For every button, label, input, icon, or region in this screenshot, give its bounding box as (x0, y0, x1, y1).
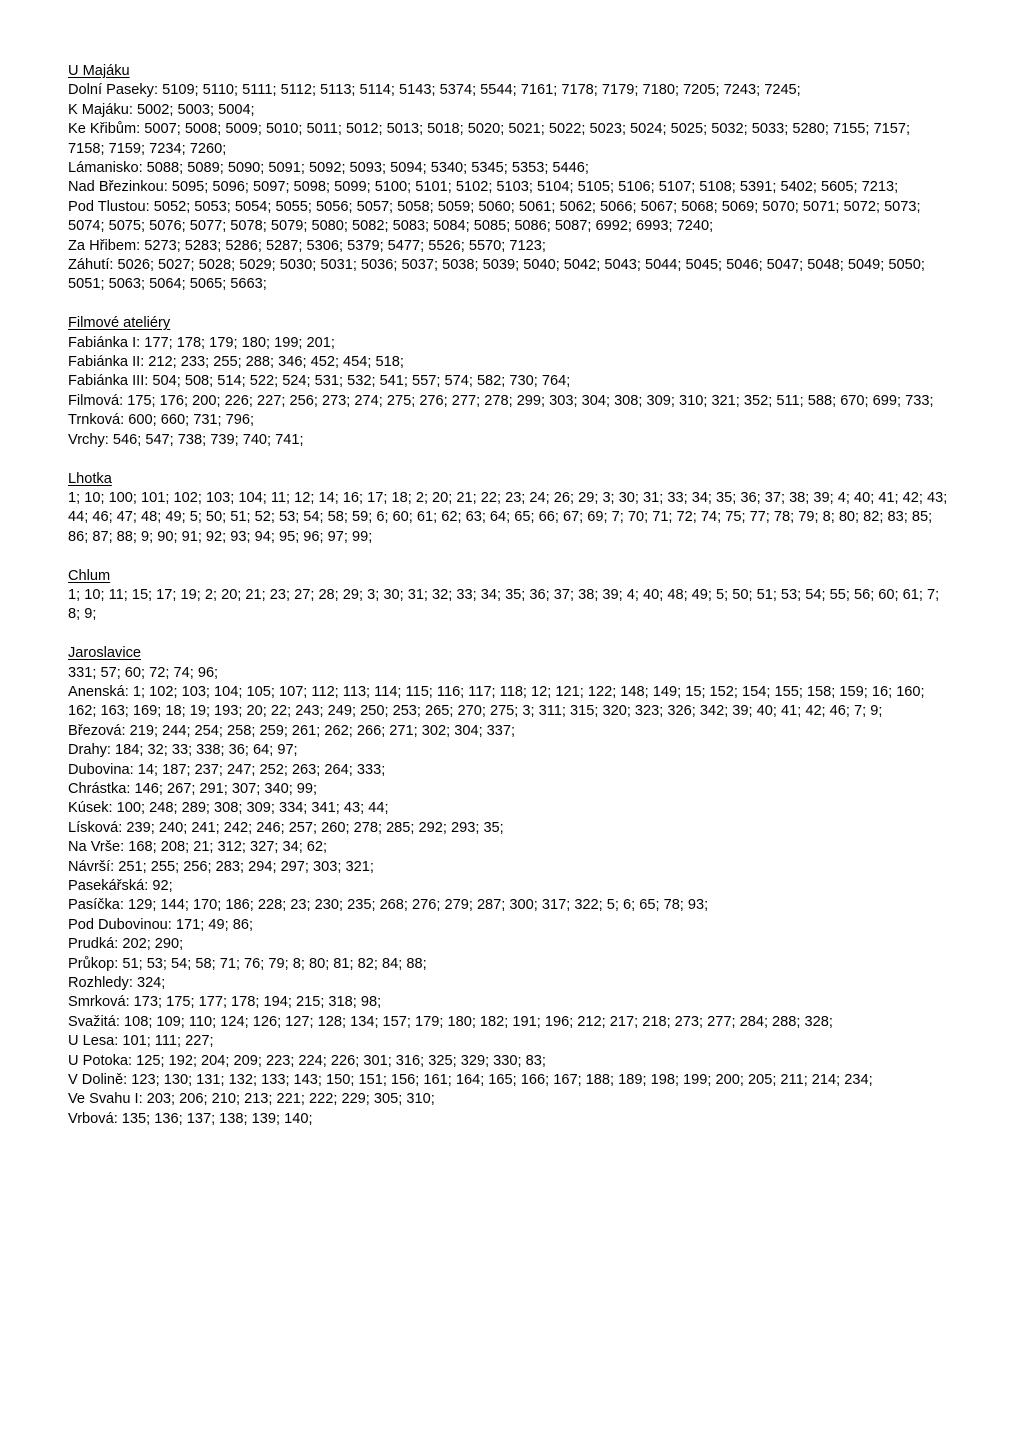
section (68, 62, 948, 295)
street-entry: Fabiánka III: 504; 508; 514; 522; 524; 531; 532; 541; 557; 574; 582; 730; 764; (68, 373, 571, 390)
street-entry: Záhutí: 5026; 5027; 5028; 5029; 5030; 5031; 5036; 5037; 5038; 5039; 5040; 5042; 5043; 5044; 5045; 5046; 5047; 5048; 5049; 5050; 5051; 5063; 5064; 5065; 5663; (68, 257, 925, 293)
street-entry: Vrchy: 546; 547; 738; 739; 740; 741; (68, 431, 304, 448)
street-entry: Fabiánka I: 177; 178; 179; 180; 199; 201; (68, 334, 335, 351)
section-title: Jaroslavice (68, 645, 141, 662)
section (68, 314, 948, 450)
street-entry: 1; 10; 11; 15; 17; 19; 2; 20; 21; 23; 27; 28; 29; 3; 30; 31; 32; 33; 34; 35; 36; 37; 38; 39; 4; 40; 48; 49; 5; 50; 51; 53; 54; 55; 56; 60; 61; 7; 8; 9; (68, 586, 940, 623)
section (68, 470, 948, 548)
street-entry: Průkop: 51; 53; 54; 58; 71; 76; 79; 8; 80; 81; 82; 84; 88; (68, 955, 427, 972)
street-entry: Na Vrše: 168; 208; 21; 312; 327; 34; 62; (68, 839, 328, 856)
street-entry: Fabiánka II: 212; 233; 255; 288; 346; 452; 454; 518; (68, 354, 404, 371)
street-entry: 1; 10; 100; 101; 102; 103; 104; 11; 12; 14; 16; 17; 18; 2; 20; 21; 22; 23; 24; 26; 29; 3; 30; 31; 33; 34; 35; 36; 37; 38; 39; 4; 40; 41; 42; 43; 44; 46; 47; 48; 49; 5; 50; 51; 52; 53; 54; 58; 59; 6; 60; 61; 62; 63; 64; 65; 66; 67; 69; 7; 70; 71; 72; 74; 75; 77; 78; 79; 8; 80; 82; 83; 85; 86; 87; 88; 9; 90; 91; 92; 93; 94; 95; 96; 97; 99; (68, 489, 948, 545)
street-entry: Návrší: 251; 255; 256; 283; 294; 297; 303; 321; (68, 858, 374, 875)
street-entry: Rozhledy: 324; (68, 975, 166, 992)
street-entry: Pod Dubovinou: 171; 49; 86; (68, 916, 253, 933)
street-entry: Smrková: 173; 175; 177; 178; 194; 215; 318; 98; (68, 994, 382, 1011)
street-entry: Pasíčka: 129; 144; 170; 186; 228; 23; 230; 235; 268; 276; 279; 287; 300; 317; 322; 5; 6; 65; 78; 93; (68, 897, 709, 914)
street-entry: U Lesa: 101; 111; 227; (68, 1033, 214, 1050)
street-entry: Anenská: 1; 102; 103; 104; 105; 107; 112; 113; 114; 115; 116; 117; 118; 12; 121; 122; 148; 149; 15; 152; 154; 155; 158; 159; 16; 160; 162; 163; 169; 18; 19; 193; 20; 22; 243; 249; 250; 253; 265; 270; 275; 3; 311; 315; 320; 323; 326; 342; 39; 40; 41; 42; 46; 7; 9; (68, 683, 925, 720)
street-entry: Dolní Paseky: 5109; 5110; 5111; 5112; 5113; 5114; 5143; 5374; 5544; 7161; 7178; 7179; 7180; 7205; 7243; 7245; (68, 82, 801, 99)
street-entry: Ke Křibům: 5007; 5008; 5009; 5010; 5011; 5012; 5013; 5018; 5020; 5021; 5022; 5023; 5024; 5025; 5032; 5033; 5280; 7155; 7157; 7158; 7159; 7234; 7260; (68, 121, 911, 157)
street-entry: Dubovina: 14; 187; 237; 247; 252; 263; 264; 333; (68, 761, 386, 778)
section-title: Chlum (68, 567, 111, 584)
street-entry: Lísková: 239; 240; 241; 242; 246; 257; 260; 278; 285; 292; 293; 35; (68, 819, 504, 836)
street-entry: K Majáku: 5002; 5003; 5004; (68, 101, 255, 118)
street-entry: Za Hřibem: 5273; 5283; 5286; 5287; 5306; 5379; 5477; 5526; 5570; 7123; (68, 237, 546, 254)
street-entry: Nad Březinkou: 5095; 5096; 5097; 5098; 5099; 5100; 5101; 5102; 5103; 5104; 5105; 5106; 5107; 5108; 5391; 5402; 5605; 7213; (68, 179, 899, 196)
section (68, 567, 948, 625)
street-entry: Vrbová: 135; 136; 137; 138; 139; 140; (68, 1110, 313, 1127)
section (68, 644, 948, 1129)
document-page (68, 62, 948, 1149)
street-entry: Drahy: 184; 32; 33; 338; 36; 64; 97; (68, 742, 298, 759)
street-entry: U Potoka: 125; 192; 204; 209; 223; 224; 226; 301; 316; 325; 329; 330; 83; (68, 1052, 546, 1069)
street-entry: Ve Svahu I: 203; 206; 210; 213; 221; 222; 229; 305; 310; (68, 1091, 435, 1108)
street-entry: Chrástka: 146; 267; 291; 307; 340; 99; (68, 780, 318, 797)
street-entry: Březová: 219; 244; 254; 258; 259; 261; 262; 266; 271; 302; 304; 337; (68, 722, 516, 739)
street-entry: Prudká: 202; 290; (68, 936, 184, 953)
street-entry: Pod Tlustou: 5052; 5053; 5054; 5055; 5056; 5057; 5058; 5059; 5060; 5061; 5062; 5066; 5067; 5068; 5069; 5070; 5071; 5072; 5073; 5074; 5075; 5076; 5077; 5078; 5079; 5080; 5082; 5083; 5084; 5085; 5086; 5087; 6992; 6993; 7240; (68, 198, 921, 235)
street-entry: Trnková: 600; 660; 731; 796; (68, 412, 255, 429)
section-title: Filmové ateliéry (68, 315, 171, 332)
street-entry: Filmová: 175; 176; 200; 226; 227; 256; 273; 274; 275; 276; 277; 278; 299; 303; 304; 308; 309; 310; 321; 352; 511; 588; 670; 699; 733; (68, 392, 934, 409)
street-entry: Svažitá: 108; 109; 110; 124; 126; 127; 128; 134; 157; 179; 180; 182; 191; 196; 212; 217; 218; 273; 277; 284; 288; 328; (68, 1013, 833, 1030)
street-entry: V Dolině: 123; 130; 131; 132; 133; 143; 150; 151; 156; 161; 164; 165; 166; 167; 188; 189; 198; 199; 200; 205; 211; 214; 234; (68, 1072, 873, 1089)
section-title: Lhotka (68, 470, 112, 487)
street-entry: Pasekářská: 92; (68, 878, 173, 894)
street-entry: Kúsek: 100; 248; 289; 308; 309; 334; 341; 43; 44; (68, 800, 389, 817)
street-entry: 331; 57; 60; 72; 74; 96; (68, 664, 219, 681)
section-title: U Majáku (68, 63, 130, 79)
street-entry: Lámanisko: 5088; 5089; 5090; 5091; 5092; 5093; 5094; 5340; 5345; 5353; 5446; (68, 160, 589, 177)
